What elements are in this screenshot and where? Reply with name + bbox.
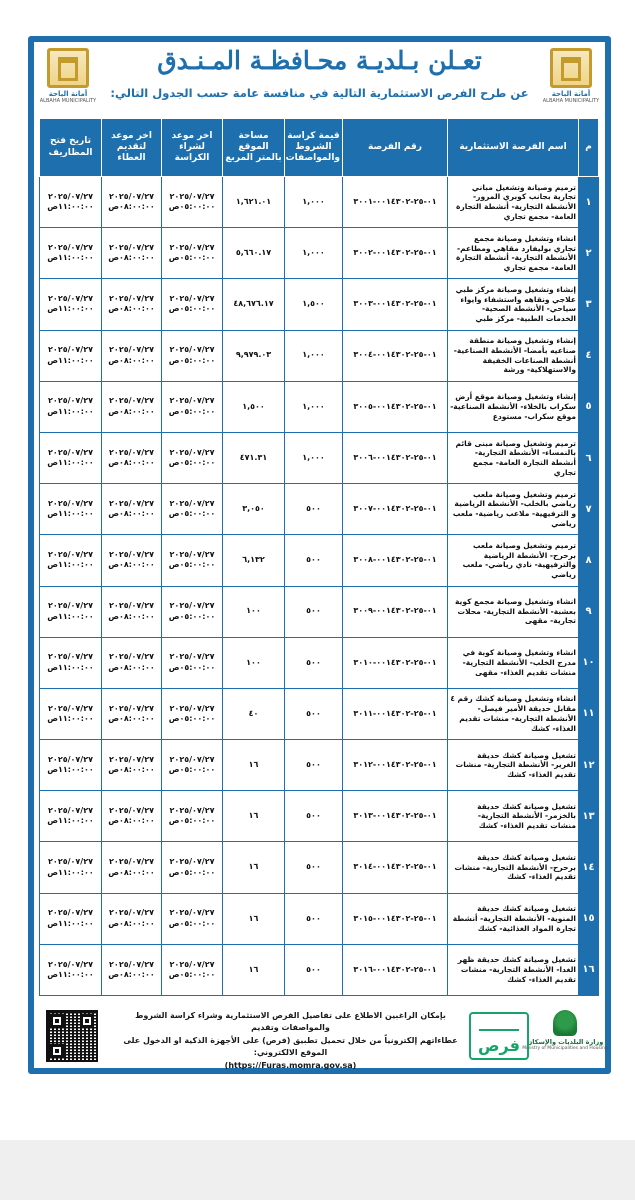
header-no: م [579, 119, 599, 177]
row-area: ١٦ [223, 893, 285, 944]
row-opening-date: ٢٠٢٥/٠٧/٢٧ ١١:٠٠:٠٠ص [40, 688, 102, 739]
row-price: ٥٠٠ [285, 637, 343, 688]
row-no: ١٥ [579, 893, 599, 944]
row-area: ٣,٠٥٠ [223, 484, 285, 535]
row-number: ٠١-٢٥-٠٠١٤٣٠٢-٣٠١٦ [343, 944, 448, 995]
row-area: ٤٨,٦٧٦.١٧ [223, 279, 285, 330]
logo-right-sub: ALBAHA MUNICIPALITY [542, 98, 600, 104]
row-name: إنشاء وتشغيل وصيانة منطقة صناعيه بأمضا- الأنشطة الصناعية- أنشطة الصناعات الخفيفة والاستهلاكية- ورشة [448, 330, 579, 381]
row-submit-deadline: ٢٠٢٥/٠٧/٢٧ ٠٨:٠٠:٠٠ص [102, 484, 162, 535]
page-title: تعـلن بـلديـة محـافظـة المـنـدق [157, 46, 482, 75]
furas-logo [469, 1012, 529, 1060]
row-submit-deadline: ٢٠٢٥/٠٧/٢٧ ٠٨:٠٠:٠٠ص [102, 279, 162, 330]
row-number: ٠١-٢٥-٠٠١٤٣٠٢-٣٠١٠ [343, 637, 448, 688]
table-row [40, 177, 599, 228]
row-buy-deadline: ٢٠٢٥/٠٧/٢٧ ٠٥:٠٠:٠٠ص [162, 893, 223, 944]
row-area: ١٦ [223, 944, 285, 995]
row-price: ١,٠٠٠ [285, 228, 343, 279]
row-area: ٤٠ [223, 688, 285, 739]
header-submit-deadline: اخر موعد لتقديم العطاء [102, 119, 162, 177]
opportunities-table [39, 118, 599, 996]
row-submit-deadline: ٢٠٢٥/٠٧/٢٧ ٠٨:٠٠:٠٠ص [102, 432, 162, 483]
header-opening-date: تاريخ فتح المظاريف [40, 119, 102, 177]
table-row [40, 944, 599, 995]
ministry-sub: Ministry of Municipalities and Housing [522, 1046, 608, 1051]
row-price: ٥٠٠ [285, 535, 343, 586]
row-opening-date: ٢٠٢٥/٠٧/٢٧ ١١:٠٠:٠٠ص [40, 740, 102, 791]
row-area: ١٦ [223, 842, 285, 893]
row-buy-deadline: ٢٠٢٥/٠٧/٢٧ ٠٥:٠٠:٠٠ص [162, 228, 223, 279]
table-row [40, 740, 599, 791]
row-buy-deadline: ٢٠٢٥/٠٧/٢٧ ٠٥:٠٠:٠٠ص [162, 279, 223, 330]
row-opening-date: ٢٠٢٥/٠٧/٢٧ ١١:٠٠:٠٠ص [40, 842, 102, 893]
table-row [40, 432, 599, 483]
table-row [40, 381, 599, 432]
row-name: انشاء وتشغيل وصيانة مجمع تجاري بوليفارد مقاهي ومطاعم- الأنشطة التجارية- أنشطة التجارة العامة- مجمع تجاري [448, 228, 579, 279]
row-opening-date: ٢٠٢٥/٠٧/٢٧ ١١:٠٠:٠٠ص [40, 586, 102, 637]
furas-label: فرص [478, 1036, 520, 1055]
row-price: ٥٠٠ [285, 586, 343, 637]
header-number: رقم الفرصة [343, 119, 448, 177]
opportunities-table-wrap [40, 118, 599, 996]
row-submit-deadline: ٢٠٢٥/٠٧/٢٧ ٠٨:٠٠:٠٠ص [102, 944, 162, 995]
row-submit-deadline: ٢٠٢٥/٠٧/٢٧ ٠٨:٠٠:٠٠ص [102, 688, 162, 739]
row-number: ٠١-٢٥-٠٠١٤٣٠٢-٣٠١٣ [343, 791, 448, 842]
row-number: ٠١-٢٥-٠٠١٤٣٠٢-٣٠١٤ [343, 842, 448, 893]
row-no: ٦ [579, 432, 599, 483]
row-opening-date: ٢٠٢٥/٠٧/٢٧ ١١:٠٠:٠٠ص [40, 484, 102, 535]
row-name: ترميم وتشغيل وصيانة مبنى قائم بالنمساء- الأنشطة التجارية- أنشطة التجارة العامة- مجمع تجاري [448, 432, 579, 483]
table-row [40, 586, 599, 637]
row-submit-deadline: ٢٠٢٥/٠٧/٢٧ ٠٨:٠٠:٠٠ص [102, 381, 162, 432]
row-no: ١١ [579, 688, 599, 739]
table-row [40, 637, 599, 688]
row-submit-deadline: ٢٠٢٥/٠٧/٢٧ ٠٨:٠٠:٠٠ص [102, 740, 162, 791]
table-header-row [40, 119, 599, 177]
row-no: ١٤ [579, 842, 599, 893]
row-name: تشغيل وصيانة كشك حديقة برحرح- الأنشطة التجارية- منشات تقديم الغذاء- كشك [448, 842, 579, 893]
announcement-body [34, 42, 608, 1070]
row-price: ١,٥٠٠ [285, 279, 343, 330]
announcement-frame [28, 36, 611, 1074]
row-price: ٥٠٠ [285, 688, 343, 739]
qr-corner [50, 1044, 64, 1058]
row-submit-deadline: ٢٠٢٥/٠٧/٢٧ ٠٨:٠٠:٠٠ص [102, 791, 162, 842]
footer-line-1: بإمكان الراغبين الاطلاع على تفاصيل الفرص الاستثمارية وشراء كراسة الشروط والمواصفات وتقديم [135, 1011, 446, 1033]
row-number: ٠١-٢٥-٠٠١٤٣٠٢-٣٠٠٧ [343, 484, 448, 535]
row-buy-deadline: ٢٠٢٥/٠٧/٢٧ ٠٥:٠٠:٠٠ص [162, 586, 223, 637]
row-number: ٠١-٢٥-٠٠١٤٣٠٢-٣٠٠٦ [343, 432, 448, 483]
table-row [40, 330, 599, 381]
row-number: ٠١-٢٥-٠٠١٤٣٠٢-٣٠٠٨ [343, 535, 448, 586]
table-row [40, 535, 599, 586]
row-submit-deadline: ٢٠٢٥/٠٧/٢٧ ٠٨:٠٠:٠٠ص [102, 177, 162, 228]
row-price: ٥٠٠ [285, 944, 343, 995]
row-name: ترميم وصيانة وتشغيل مباني تجارية بجانب كوبري المرور- الأنشطة التجارية- أنشطة التجارة العامة- مجمع تجاري [448, 177, 579, 228]
row-buy-deadline: ٢٠٢٥/٠٧/٢٧ ٠٥:٠٠:٠٠ص [162, 842, 223, 893]
row-buy-deadline: ٢٠٢٥/٠٧/٢٧ ٠٥:٠٠:٠٠ص [162, 944, 223, 995]
row-submit-deadline: ٢٠٢٥/٠٧/٢٧ ٠٨:٠٠:٠٠ص [102, 893, 162, 944]
row-area: ١٦ [223, 791, 285, 842]
header-booklet-price: قيمة كراسة الشروط والمواصفات [285, 119, 343, 177]
row-opening-date: ٢٠٢٥/٠٧/٢٧ ١١:٠٠:٠٠ص [40, 381, 102, 432]
row-price: ١,٠٠٠ [285, 432, 343, 483]
row-area: ١٦ [223, 740, 285, 791]
row-submit-deadline: ٢٠٢٥/٠٧/٢٧ ٠٨:٠٠:٠٠ص [102, 228, 162, 279]
row-buy-deadline: ٢٠٢٥/٠٧/٢٧ ٠٥:٠٠:٠٠ص [162, 791, 223, 842]
row-price: ٥٠٠ [285, 740, 343, 791]
ministry-logo [522, 1010, 608, 1064]
row-number: ٠١-٢٥-٠٠١٤٣٠٢-٣٠٠٤ [343, 330, 448, 381]
row-buy-deadline: ٢٠٢٥/٠٧/٢٧ ٠٥:٠٠:٠٠ص [162, 535, 223, 586]
row-number: ٠١-٢٥-٠٠١٤٣٠٢-٣٠٠٩ [343, 586, 448, 637]
logo-left-sub: ALBAHA MUNICIPALITY [39, 98, 97, 104]
qr-corner [80, 1014, 94, 1028]
table-row [40, 228, 599, 279]
row-no: ١٦ [579, 944, 599, 995]
row-no: ٢ [579, 228, 599, 279]
row-buy-deadline: ٢٠٢٥/٠٧/٢٧ ٠٥:٠٠:٠٠ص [162, 177, 223, 228]
row-opening-date: ٢٠٢٥/٠٧/٢٧ ١١:٠٠:٠٠ص [40, 944, 102, 995]
row-buy-deadline: ٢٠٢٥/٠٧/٢٧ ٠٥:٠٠:٠٠ص [162, 637, 223, 688]
row-no: ٨ [579, 535, 599, 586]
row-buy-deadline: ٢٠٢٥/٠٧/٢٧ ٠٥:٠٠:٠٠ص [162, 381, 223, 432]
footer-link[interactable]: (https://Furas.momra.gov.sa) [224, 1060, 357, 1070]
logo-left-name: أمانة الباحة [48, 90, 88, 98]
row-name: إنشاء وتشغيل وصيانة مركز طبي علاجي ونقاهه واستشفاء وايواء سياحي- الأنشطة الصحية- الخدمات الطبية- مركز طبي [448, 279, 579, 330]
row-opening-date: ٢٠٢٥/٠٧/٢٧ ١١:٠٠:٠٠ص [40, 893, 102, 944]
row-name: إنشاء وتشغيل وصيانة موقع أرض سكراب بالخلاء- الأنشطة الصناعية- موقع سكراب- مستودع [448, 381, 579, 432]
row-opening-date: ٢٠٢٥/٠٧/٢٧ ١١:٠٠:٠٠ص [40, 177, 102, 228]
row-number: ٠١-٢٥-٠٠١٤٣٠٢-٣٠١٥ [343, 893, 448, 944]
row-area: ١,٥٠٠ [223, 381, 285, 432]
row-price: ١,٠٠٠ [285, 330, 343, 381]
qr-code-icon[interactable] [46, 1010, 98, 1062]
municipality-logo-icon [550, 48, 592, 88]
row-opening-date: ٢٠٢٥/٠٧/٢٧ ١١:٠٠:٠٠ص [40, 330, 102, 381]
row-area: ٥,٦٦٠.١٧ [223, 228, 285, 279]
ministry-name: وزارة البلديات والإسكان [526, 1038, 604, 1046]
header [34, 42, 605, 114]
footer-text [120, 1010, 461, 1072]
logo-right-name: أمانة الباحة [551, 90, 591, 98]
row-name: انشاء وتشغيل وصيانة مجمع كوية بعشبة- الأنشطة التجارية- محلات تجارية- مقهى [448, 586, 579, 637]
header-buy-deadline: اخر موعد لشراء الكراسة [162, 119, 223, 177]
row-no: ٤ [579, 330, 599, 381]
header-name: اسم الفرصة الاستثمارية [448, 119, 579, 177]
footer [34, 1004, 608, 1070]
row-opening-date: ٢٠٢٥/٠٧/٢٧ ١١:٠٠:٠٠ص [40, 279, 102, 330]
page-subtitle: عن طرح الفرص الاستثمارية التالية في منافسة عامة حسب الجدول التالي: [110, 86, 529, 100]
row-buy-deadline: ٢٠٢٥/٠٧/٢٧ ٠٥:٠٠:٠٠ص [162, 688, 223, 739]
table-row [40, 484, 599, 535]
bottom-gray-bar [0, 1140, 635, 1200]
row-area: ٦,١٣٢ [223, 535, 285, 586]
row-buy-deadline: ٢٠٢٥/٠٧/٢٧ ٠٥:٠٠:٠٠ص [162, 484, 223, 535]
table-body [40, 177, 599, 996]
row-submit-deadline: ٢٠٢٥/٠٧/٢٧ ٠٨:٠٠:٠٠ص [102, 842, 162, 893]
row-no: ١ [579, 177, 599, 228]
row-submit-deadline: ٢٠٢٥/٠٧/٢٧ ٠٨:٠٠:٠٠ص [102, 535, 162, 586]
footer-line-2: عطاءاتهم إلكترونياً من خلال تحميل تطبيق (فرص) على الأجهزة الذكية او الدخول على الموقع الالكتروني: [123, 1035, 458, 1058]
municipality-logo-icon [47, 48, 89, 88]
row-number: ٠١-٢٥-٠٠١٤٣٠٢-٣٠١١ [343, 688, 448, 739]
municipality-logo-left [39, 48, 97, 108]
row-area: ٤٧١.٣١ [223, 432, 285, 483]
row-area: ١,٦٢١.٠١ [223, 177, 285, 228]
row-price: ٥٠٠ [285, 893, 343, 944]
table-row [40, 791, 599, 842]
row-price: ٥٠٠ [285, 791, 343, 842]
row-opening-date: ٢٠٢٥/٠٧/٢٧ ١١:٠٠:٠٠ص [40, 637, 102, 688]
row-opening-date: ٢٠٢٥/٠٧/٢٧ ١١:٠٠:٠٠ص [40, 791, 102, 842]
row-submit-deadline: ٢٠٢٥/٠٧/٢٧ ٠٨:٠٠:٠٠ص [102, 637, 162, 688]
row-name: انشاء وتشغيل وصيانة كوبة في مدرج الخلب- الأنشطة التجارية- منشات تقديم الغذاء- مقهى [448, 637, 579, 688]
table-row [40, 842, 599, 893]
row-price: ١,٠٠٠ [285, 381, 343, 432]
row-name: تشغيل وصيانة كشك حديقة الغرير- الأنشطة التجارية- منشات تقديم الغذاء- كشك [448, 740, 579, 791]
row-name: ترميم وتشغيل وصيانة ملعب برحرح- الأنشطة الرياضية والترفيهية- نادي رياضي- ملعب رياضي [448, 535, 579, 586]
row-no: ١٠ [579, 637, 599, 688]
municipality-logo-right [542, 48, 600, 108]
table-row [40, 688, 599, 739]
row-name: ترميم وتشغيل وصيانة ملعب رياضي بالخلب- الأنشطة الرياضية و الترفيهية- ملاعب رياضية- ملعب رياضي [448, 484, 579, 535]
row-price: ٥٠٠ [285, 484, 343, 535]
row-opening-date: ٢٠٢٥/٠٧/٢٧ ١١:٠٠:٠٠ص [40, 535, 102, 586]
row-name: تشغيل وصيانة كشك حديقة المنوية- الأنشطة التجارية- أنشطة تجارة المواد الغذائية- كشك [448, 893, 579, 944]
row-buy-deadline: ٢٠٢٥/٠٧/٢٧ ٠٥:٠٠:٠٠ص [162, 432, 223, 483]
row-price: ١,٠٠٠ [285, 177, 343, 228]
row-number: ٠١-٢٥-٠٠١٤٣٠٢-٣٠٠١ [343, 177, 448, 228]
row-price: ٥٠٠ [285, 842, 343, 893]
furas-bars-icon [479, 1019, 519, 1031]
table-row [40, 893, 599, 944]
row-buy-deadline: ٢٠٢٥/٠٧/٢٧ ٠٥:٠٠:٠٠ص [162, 330, 223, 381]
row-no: ٩ [579, 586, 599, 637]
row-name: تشغيل وصيانة كشك حديقة بالخزمر- الأنشطة التجارية- منشات تقديم الغذاء- كشك [448, 791, 579, 842]
row-submit-deadline: ٢٠٢٥/٠٧/٢٧ ٠٨:٠٠:٠٠ص [102, 586, 162, 637]
row-no: ٥ [579, 381, 599, 432]
row-area: ١٠٠ [223, 586, 285, 637]
row-no: ٧ [579, 484, 599, 535]
row-area: ٩,٩٧٩.٠٣ [223, 330, 285, 381]
row-submit-deadline: ٢٠٢٥/٠٧/٢٧ ٠٨:٠٠:٠٠ص [102, 330, 162, 381]
qr-corner [50, 1014, 64, 1028]
row-number: ٠١-٢٥-٠٠١٤٣٠٢-٣٠٠٢ [343, 228, 448, 279]
palm-icon [553, 1010, 577, 1036]
row-number: ٠١-٢٥-٠٠١٤٣٠٢-٣٠٠٥ [343, 381, 448, 432]
row-name: تشغيل وصيانة كشك حديقة ظهر الغدا- الأنشطة التجارية- منشات تقديم الغذاء- كشك [448, 944, 579, 995]
row-name: انشاء وتشغيل وصيانة كشك رقم ٤ مقابل حديقة الأمير فيصل- الأنشطة التجارية- منشات تقديم الغذاء- كشك [448, 688, 579, 739]
table-row [40, 279, 599, 330]
row-opening-date: ٢٠٢٥/٠٧/٢٧ ١١:٠٠:٠٠ص [40, 432, 102, 483]
row-no: ٣ [579, 279, 599, 330]
row-no: ١٢ [579, 740, 599, 791]
row-buy-deadline: ٢٠٢٥/٠٧/٢٧ ٠٥:٠٠:٠٠ص [162, 740, 223, 791]
row-number: ٠١-٢٥-٠٠١٤٣٠٢-٣٠٠٣ [343, 279, 448, 330]
header-area: مساحة الموقع بالمتر المربع [223, 119, 285, 177]
row-no: ١٣ [579, 791, 599, 842]
row-opening-date: ٢٠٢٥/٠٧/٢٧ ١١:٠٠:٠٠ص [40, 228, 102, 279]
row-area: ١٠٠ [223, 637, 285, 688]
row-number: ٠١-٢٥-٠٠١٤٣٠٢-٣٠١٢ [343, 740, 448, 791]
